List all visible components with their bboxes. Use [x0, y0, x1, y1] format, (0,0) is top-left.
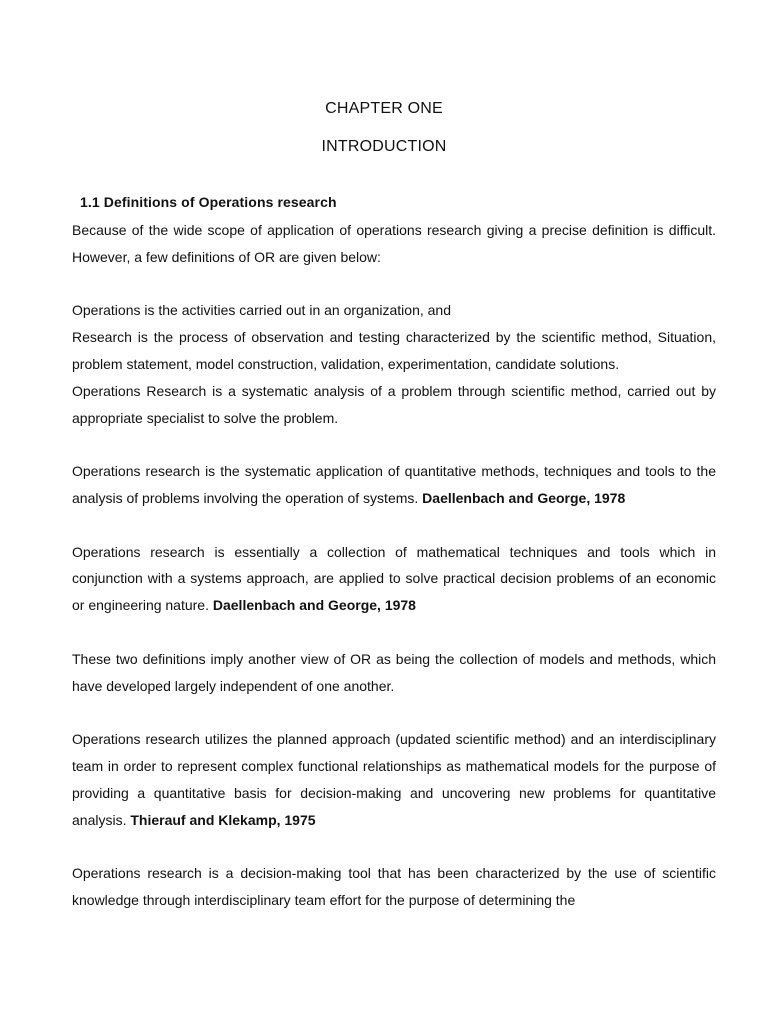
body-text [72, 217, 716, 914]
section-title: 1.1 Definitions of Operations research [80, 194, 337, 210]
paragraph-or-definition: Operations Research is a systematic analysis of a problem through scientific method, carried out by appropriate specialist to solve the problem. [72, 382, 716, 426]
introduction-heading: INTRODUCTION [321, 138, 447, 155]
paragraph-text: Operations research is the systematic application of quantitative methods, techniques and tools to the analysis of problems involving the operation of systems. [72, 463, 716, 506]
paragraph-definition-decision-tool: Operations research is a decision-making tool that has been characterized by the use of scientific knowledge through interdisciplinary team effort for the purpose of determining the [72, 865, 716, 908]
citation: Thierauf and Klekamp, 1975 [130, 811, 316, 828]
paragraph-definition-systematic [72, 458, 716, 512]
paragraph-definition-collection [72, 539, 716, 619]
paragraph-scope: Because of the wide scope of application of operations research giving a precise definition is difficult. However, a few definitions of OR are given below: [72, 222, 716, 265]
citation: Daellenbach and George, 1978 [422, 489, 626, 506]
chapter-heading: CHAPTER ONE [325, 100, 443, 117]
paragraph-two-definitions: These two definitions imply another view of OR as being the collection of models and methods, which have developed largely independent of one another. [72, 650, 716, 694]
paragraph-research-definition: Research is the process of observation and testing characterized by the scientific method, Situation, problem statement, model construction, validation, experimentation, candidate solutions. [72, 329, 716, 372]
paragraph-text: Operations research is essentially a collection of mathematical techniques and tools which in conjunction with a systems approach, are applied to solve practical decision problems of an economic or engineering nature. [72, 543, 716, 614]
paragraph-text: Operations research utilizes the planned approach (updated scientific method) and an interdisciplinary team in order to represent complex functional relationships as mathematical models for the purpose of providing a quantitative basis for decision-making and uncovering new problems for quantitative analysis. [72, 731, 716, 828]
citation: Daellenbach and George, 1978 [212, 597, 416, 614]
paragraph-operations-definition: Operations is the activities carried out in an organization, and [72, 302, 451, 319]
paragraph-definition-planned-approach [72, 726, 716, 833]
